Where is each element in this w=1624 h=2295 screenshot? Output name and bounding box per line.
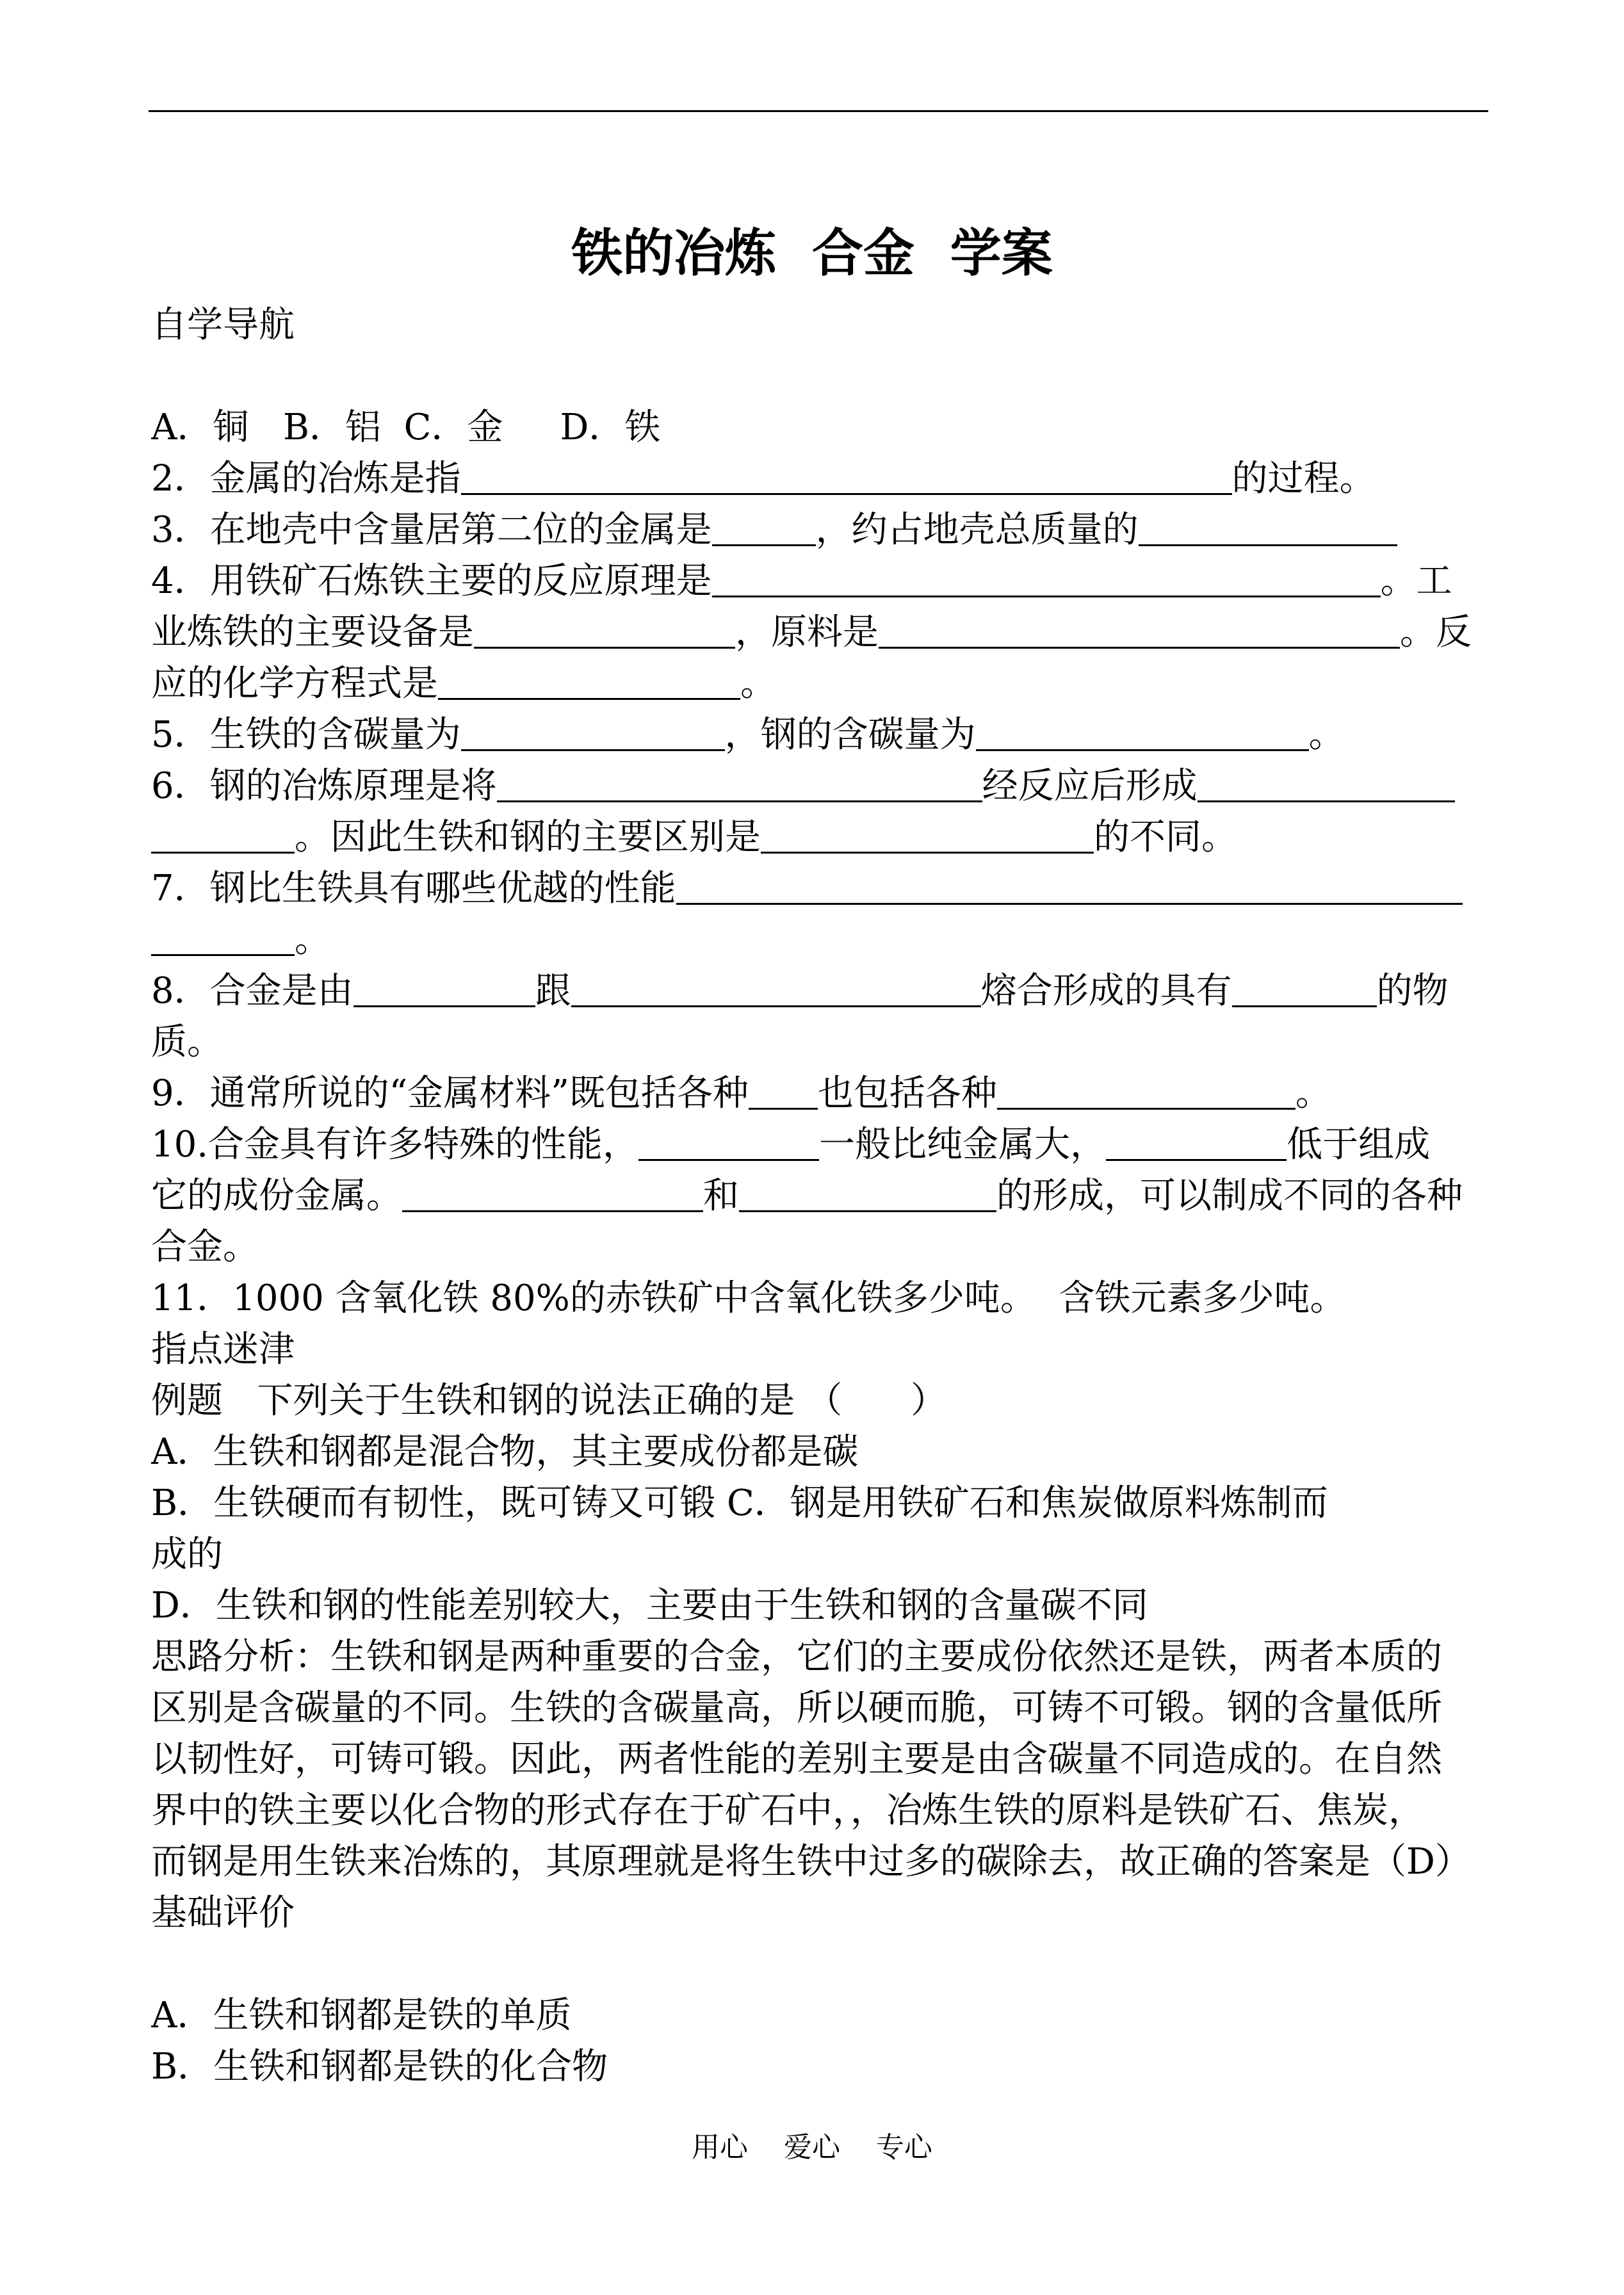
answer-blank [638,1119,819,1161]
question-11: 11．1000 含氧化铁 80%的赤铁矿中含氧化铁多少吨。 含铁元素多少吨。 [151,1277,1346,1319]
answer-blank [739,1171,996,1212]
evaluation-option-a: A．生铁和钢都是铁的单质 [151,1995,572,2036]
question-10-continued: 它的成份金属。 和 的形成，可以制成不同的各种 [151,1171,1490,1222]
question-6-continued: 。因此生铁和钢的主要区别是 的不同。 [151,812,1490,863]
answer-blank [461,453,1232,495]
question-4-continued: 业炼铁的主要设备是 ，原料是 。反 [151,607,1490,658]
page-title: 铁的冶炼 合金 学案 [571,223,1053,283]
section-heading-self-study: 自学导航 [151,304,295,346]
question-3-mid: ，约占地壳总质量的 [815,509,1139,551]
question-10: 10.合金具有许多特殊的性能， 一般比纯金属大， 低于组成 [151,1119,1490,1171]
question-4-equation: 应的化学方程式是 。 [151,658,1490,710]
page-footer: 用心 爱心 专心 [692,2131,932,2164]
answer-blank [474,607,735,649]
answer-blank [1139,505,1397,546]
answer-blank [438,658,740,700]
question-1 [151,351,1490,402]
answer-blank [761,812,1094,854]
question-8: 8．合金是由 跟 熔合形成的具有 的物 [151,966,1490,1017]
question-2-tail: 的过程。 [1231,458,1376,499]
answer-blank [461,710,725,751]
answer-blank [712,505,816,546]
question-3 [151,505,1490,556]
answer-blank [997,1068,1295,1110]
question-4-tail: 。工 [1380,560,1452,602]
example-option-a: A．生铁和钢都是混合物，其主要成份都是碳 [151,1431,859,1473]
answer-blank [497,761,982,802]
question-1-options: A．铜 B．铝 C．金 D．铁 [151,407,661,448]
example-option-d: D．生铁和钢的性能差别较大，主要由于生铁和钢的含量碳不同 [151,1585,1148,1626]
question-7-continued: 。 [151,914,1490,966]
question-8-continued: 质。 [151,1021,223,1063]
answer-blank [571,966,981,1007]
answer-blank [976,710,1309,751]
section-heading-tips: 指点迷津 [151,1329,295,1370]
question-10-end: 合金。 [151,1226,259,1268]
analysis-line-2: 区别是含碳量的不同。生铁的含碳量高，所以硬而脆，可铸不可锻。钢的含量低所 [151,1687,1442,1729]
question-4-text: 4．用铁矿石炼铁主要的反应原理是 [151,560,712,602]
worksheet-body [151,300,1490,2093]
question-2-text: 2．金属的冶炼是指 [151,458,461,499]
answer-blank [1106,1119,1287,1161]
analysis-line-4: 界中的铁主要以化合物的形式存在于矿石中，，冶炼生铁的原料是铁矿石、焦炭， [151,1790,1424,1831]
evaluation-option-b: B．生铁和钢都是铁的化合物 [151,2046,608,2088]
answer-blank [402,1171,703,1212]
question-3-text: 3．在地壳中含量居第二位的金属是 [151,509,712,551]
analysis-line-1: 思路分析：生铁和钢是两种重要的合金，它们的主要成份依然还是铁，两者本质的 [151,1636,1442,1678]
answer-blank [1198,761,1455,802]
example-stem: 例题 下列关于生铁和钢的说法正确的是 （ ） [151,1380,947,1422]
analysis-line-3: 以韧性好，可铸可锻。因此，两者性能的差别主要是由含碳量不同造成的。在自然 [151,1739,1442,1780]
answer-blank [879,607,1400,649]
example-option-b-c: B．生铁硬而有韧性，既可铸又可锻 C．钢是用铁矿石和焦炭做原料炼制而 [151,1482,1328,1524]
answer-blank [151,812,295,854]
header-rule [149,110,1488,112]
answer-blank [353,966,535,1007]
question-7: 7．钢比生铁具有哪些优越的性能 [151,863,1490,914]
answer-blank [749,1068,818,1110]
section-heading-evaluation: 基础评价 [151,1892,295,1934]
question-2 [151,453,1490,505]
answer-blank [1232,966,1377,1007]
answer-blank [712,556,1381,597]
analysis-line-5: 而钢是用生铁来冶炼的，其原理就是将生铁中过多的碳除去，故正确的答案是（D） [151,1841,1471,1883]
evaluation-question-1 [151,1939,1490,1990]
question-4 [151,556,1490,607]
question-6: 6．钢的冶炼原理是将 经反应后形成 [151,761,1490,812]
answer-blank [151,914,295,956]
example-option-c-continued: 成的 [151,1534,223,1575]
question-9: 9．通常所说的“金属材料”既包括各种 也包括各种 。 [151,1068,1490,1119]
answer-blank [676,863,1463,905]
question-5: 5．生铁的含碳量为 ，钢的含碳量为 。 [151,710,1490,761]
